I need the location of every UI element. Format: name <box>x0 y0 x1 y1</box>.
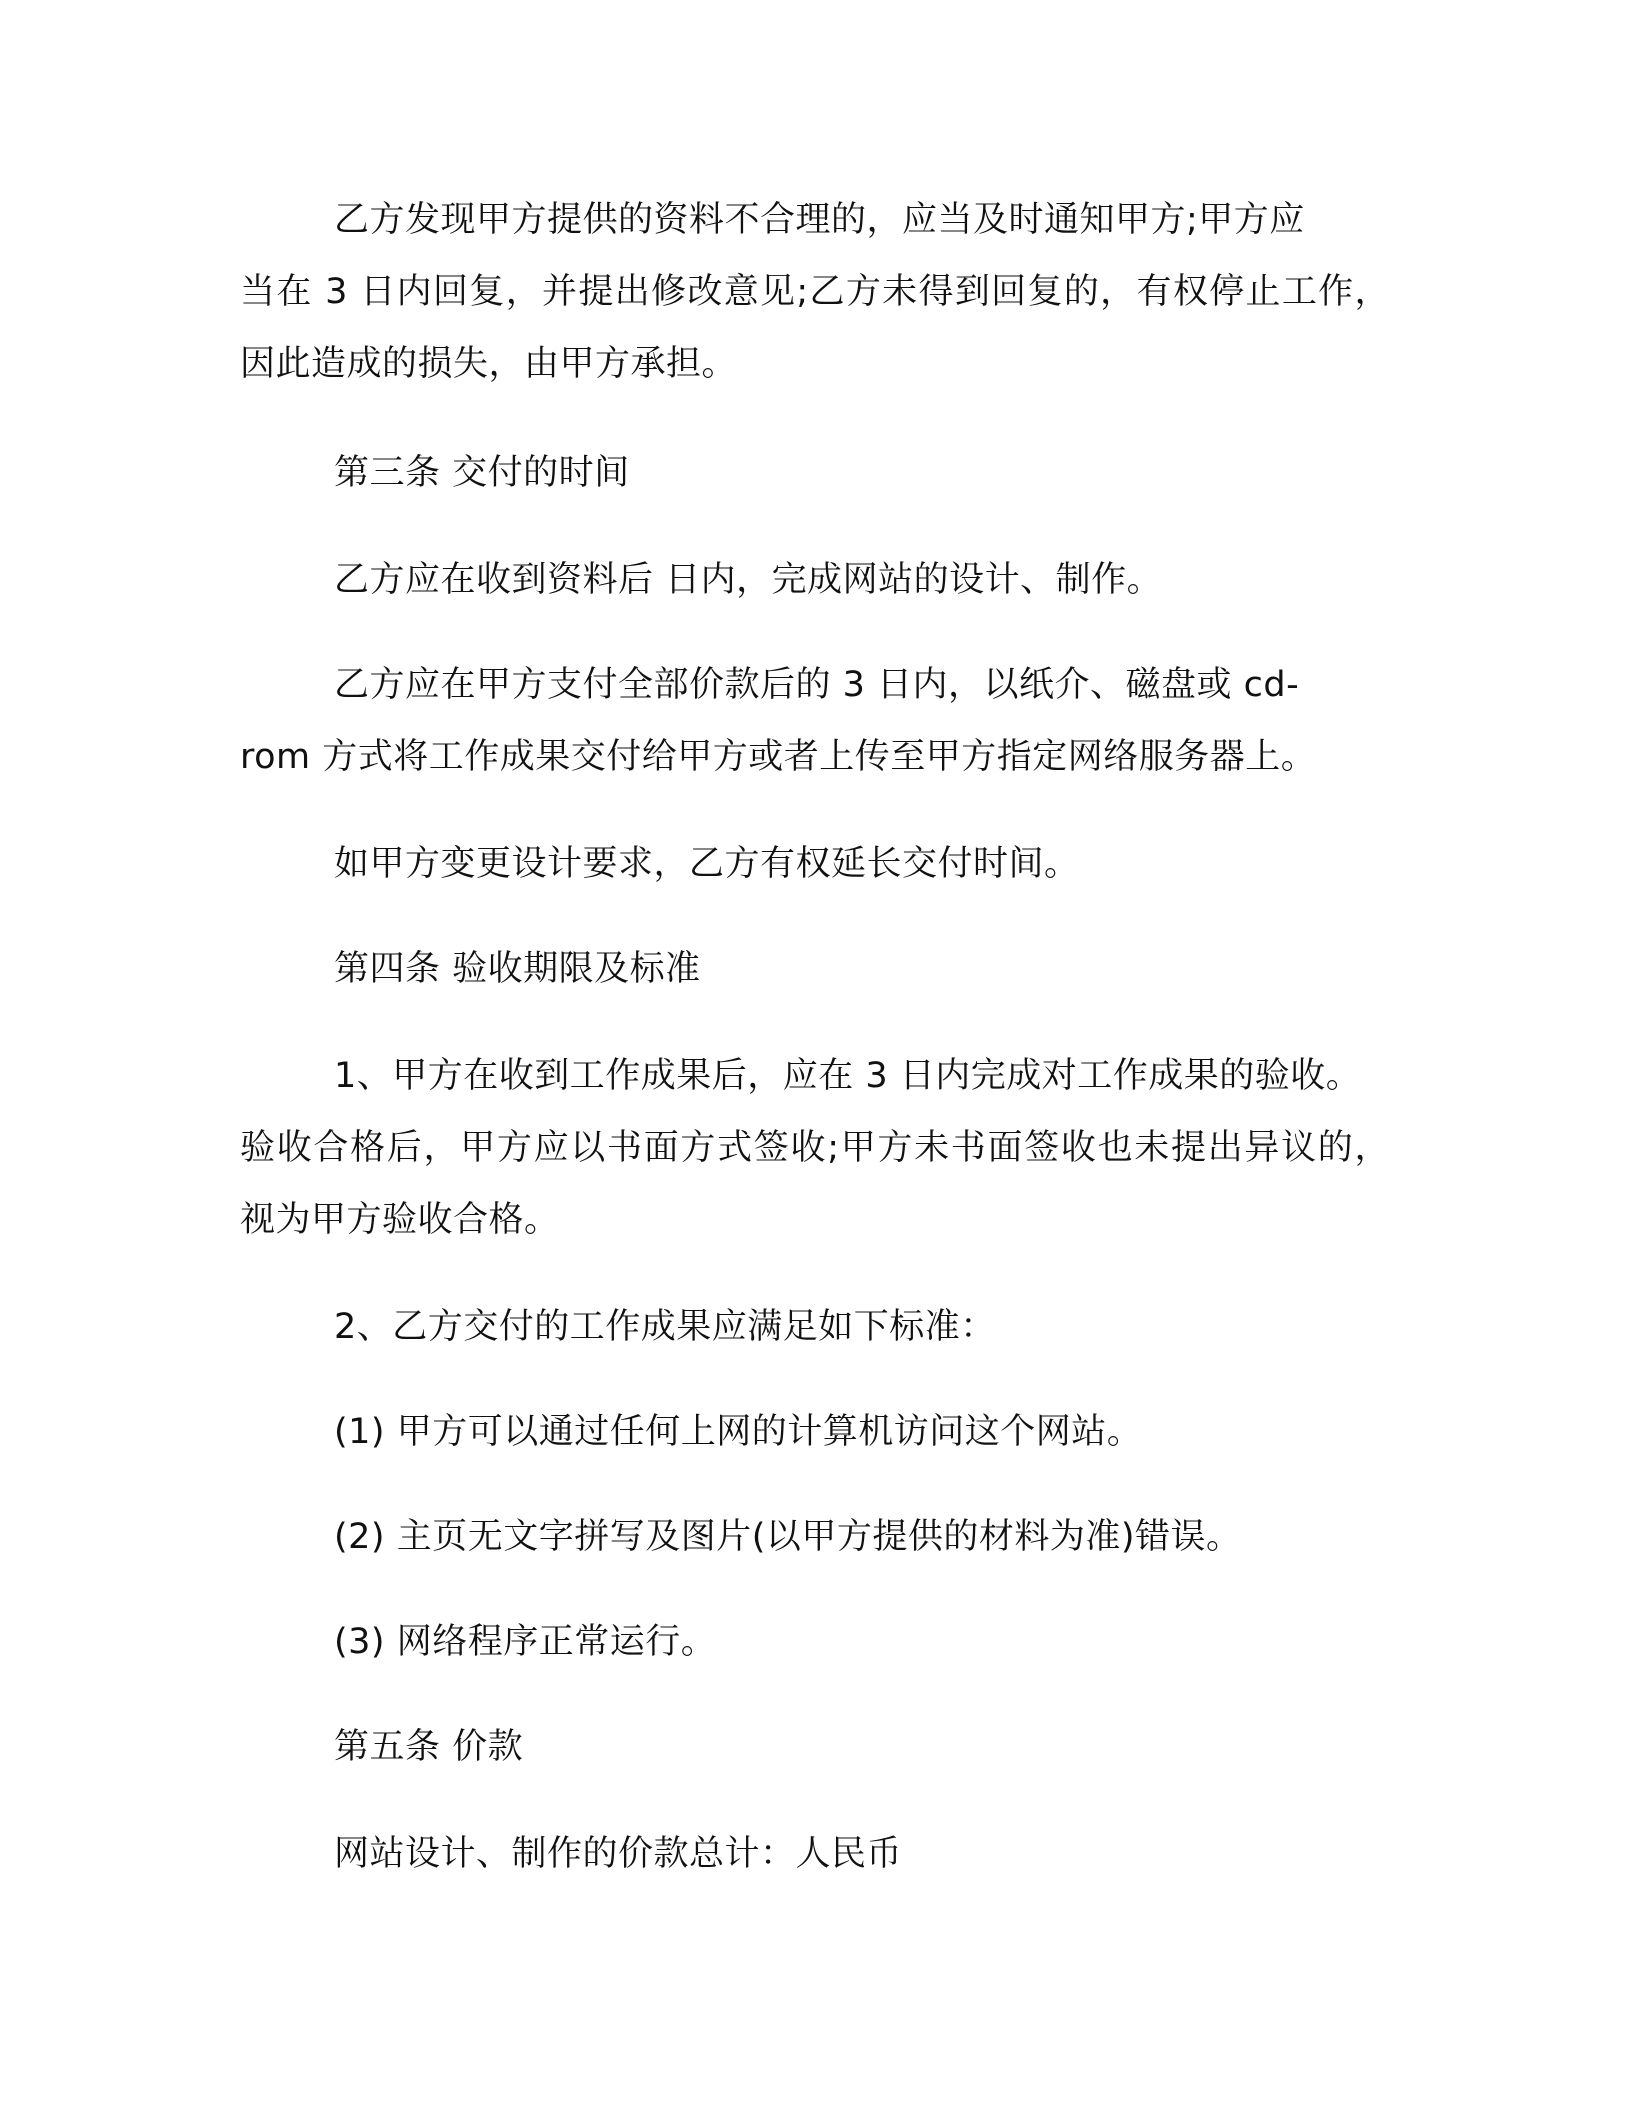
paragraph-1-line-2: 当在 3 日内回复，并提出修改意见;乙方未得到回复的，有权停止工作， <box>240 272 1390 312</box>
paragraph-1-line-3: 因此造成的损失，由甲方承担。 <box>240 344 738 384</box>
standard-item-2: (2) 主页无文字拼写及图片(以甲方提供的材料为准)错误。 <box>334 1517 1242 1557</box>
paragraph-5-line-1: 如甲方变更设计要求，乙方有权延长交付时间。 <box>334 844 1080 884</box>
article-4-heading: 第四条 验收期限及标准 <box>334 949 701 989</box>
standard-item-1: (1) 甲方可以通过任何上网的计算机访问这个网站。 <box>334 1412 1143 1452</box>
paragraph-7-line-1: 1、甲方在收到工作成果后，应在 3 日内完成对工作成果的验收。 <box>334 1056 1362 1096</box>
paragraph-13-line-1: 网站设计、制作的价款总计：人民币 <box>334 1834 903 1874</box>
paragraph-1-line-1: 乙方发现甲方提供的资料不合理的，应当及时通知甲方;甲方应 <box>334 200 1305 240</box>
article-3-heading: 第三条 交付的时间 <box>334 453 630 493</box>
paragraph-3-line-1: 乙方应在收到资料后 日内，完成网站的设计、制作。 <box>334 560 1163 600</box>
paragraph-7-line-2: 验收合格后，甲方应以书面方式签收;甲方未书面签收也未提出异议的， <box>240 1128 1390 1168</box>
article-5-heading: 第五条 价款 <box>334 1727 524 1767</box>
paragraph-4-line-1: 乙方应在甲方支付全部价款后的 3 日内，以纸介、磁盘或 cd- <box>334 665 1300 705</box>
standard-item-3: (3) 网络程序正常运行。 <box>334 1622 717 1662</box>
paragraph-7-line-3: 视为甲方验收合格。 <box>240 1200 560 1240</box>
paragraph-4-line-2: rom 方式将工作成果交付给甲方或者上传至甲方指定网络服务器上。 <box>240 737 1317 777</box>
paragraph-8-line-1: 2、乙方交付的工作成果应满足如下标准： <box>334 1307 996 1347</box>
